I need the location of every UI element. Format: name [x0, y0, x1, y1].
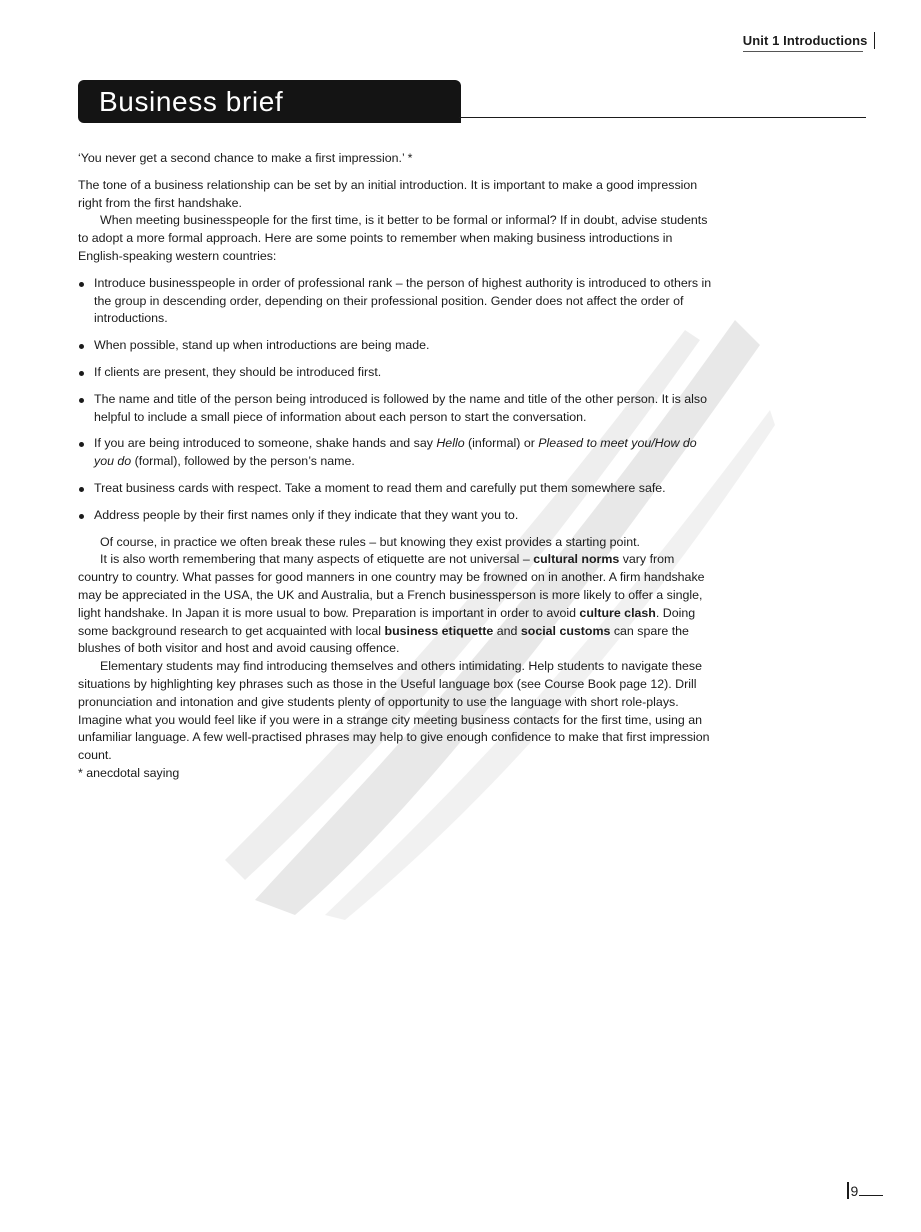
unit-label: Unit 1 Introductions — [742, 33, 868, 48]
list-item — [78, 480, 718, 498]
text-run: vary from country to country. What passes for good manners in one country may be frowned on in another. A firm handshake may be appreciated in the USA, the UK and Australia, but a French businessperson is more likely to offer a single, light handshake. In Japan it is more usual to bow. Preparation is important in order to avoid — [78, 552, 705, 620]
phrase-pleased-to-meet-you: Pleased to meet you/How do you do — [94, 436, 697, 469]
bullet-icon — [79, 487, 84, 492]
bullet-icon — [79, 514, 84, 519]
list-item — [78, 337, 718, 355]
list-item-text: When possible, stand up when introductions are being made. — [94, 338, 430, 353]
page-number-text: 9 — [850, 1183, 859, 1199]
rules-paragraph: Of course, in practice we often break these rules – but knowing they exist provides a starting point. — [100, 534, 640, 549]
list-item-text: Introduce businesspeople in order of professional rank – the person of highest authority is introduced to others in the group in descending order, depending on their professional position. Gender does not affect the order of introductions. — [94, 275, 712, 326]
list-item — [78, 507, 718, 525]
banner-rule — [459, 117, 866, 118]
list-item — [78, 364, 718, 382]
section-banner — [78, 80, 461, 123]
elementary-paragraph: Elementary students may find introducing themselves and others intimidating. Help students to navigate these situations by highlighting key phrases such as those in the Useful language box (see Course Book page 12). Drill pronunciation and intonation and give students plenty of opportunity to use the language with short role-plays. Imagine what you would feel like if you were in a strange city meeting business contacts for the first time, using an unfamiliar language. A few well-practised phrases may help to give enough confidence to make that first impression count. — [78, 659, 710, 763]
list-item-text: Treat business cards with respect. Take a moment to read them and carefully put them somewhere safe. — [94, 480, 666, 495]
etiquette-paragraph — [78, 551, 718, 658]
text-run: . Doing some background research to get acquainted with local — [78, 605, 696, 638]
footnote: * anecdotal saying — [78, 765, 180, 780]
list-item — [78, 275, 718, 328]
bullet-icon — [79, 398, 84, 403]
text-run: (formal), followed by the person’s name. — [131, 454, 355, 469]
section-title: Business brief — [99, 86, 284, 117]
keyword-cultural-norms: cultural norms — [533, 552, 620, 567]
page-number-underline — [859, 1195, 883, 1196]
list-item — [78, 435, 718, 471]
keyword-business-etiquette: business etiquette — [384, 623, 494, 638]
keyword-culture-clash: culture clash — [579, 605, 656, 620]
list-item-text: Address people by their first names only if they indicate that they want you to. — [94, 507, 519, 522]
phrase-hello: Hello — [436, 436, 465, 451]
page-number — [847, 1182, 883, 1199]
text-run: and — [493, 623, 521, 638]
list-item — [78, 391, 718, 427]
running-head-bar — [874, 32, 876, 49]
formality-paragraph: When meeting businesspeople for the first time, is it better to be formal or informal? If in doubt, advise students to adopt a more formal approach. Here are some points to remember when making business introductions in English-speaking western countries: — [78, 213, 708, 263]
list-item-text: The name and title of the person being introduced is followed by the name and title of the other person. It is also helpful to include a small piece of information about each person to start the conversation. — [94, 391, 708, 424]
text-run: (informal) or — [464, 436, 539, 451]
keyword-social-customs: social customs — [520, 623, 611, 638]
intro-paragraph: The tone of a business relationship can be set by an initial introduction. It is important to make a good impression right from the first handshake. — [78, 177, 698, 210]
opening-quote: ‘You never get a second chance to make a first impression.’ * — [78, 151, 413, 165]
article-body — [78, 150, 718, 783]
text-run: If you are being introduced to someone, shake hands and say — [94, 436, 437, 451]
bullet-icon — [79, 442, 84, 447]
bullet-icon — [79, 282, 84, 287]
text-run: can spare the blushes of both visitor and host and avoid causing offence. — [78, 623, 689, 656]
text-run: It is also worth remembering that many aspects of etiquette are not universal – — [100, 552, 534, 567]
running-head — [743, 32, 875, 49]
running-head-underline — [743, 51, 863, 52]
list-item-text — [94, 436, 697, 468]
list-item-text: If clients are present, they should be introduced first. — [94, 364, 382, 379]
bullet-icon — [79, 371, 84, 376]
page-number-bar — [847, 1182, 849, 1199]
bullet-icon — [79, 344, 84, 349]
introduction-tips-list — [78, 275, 718, 525]
